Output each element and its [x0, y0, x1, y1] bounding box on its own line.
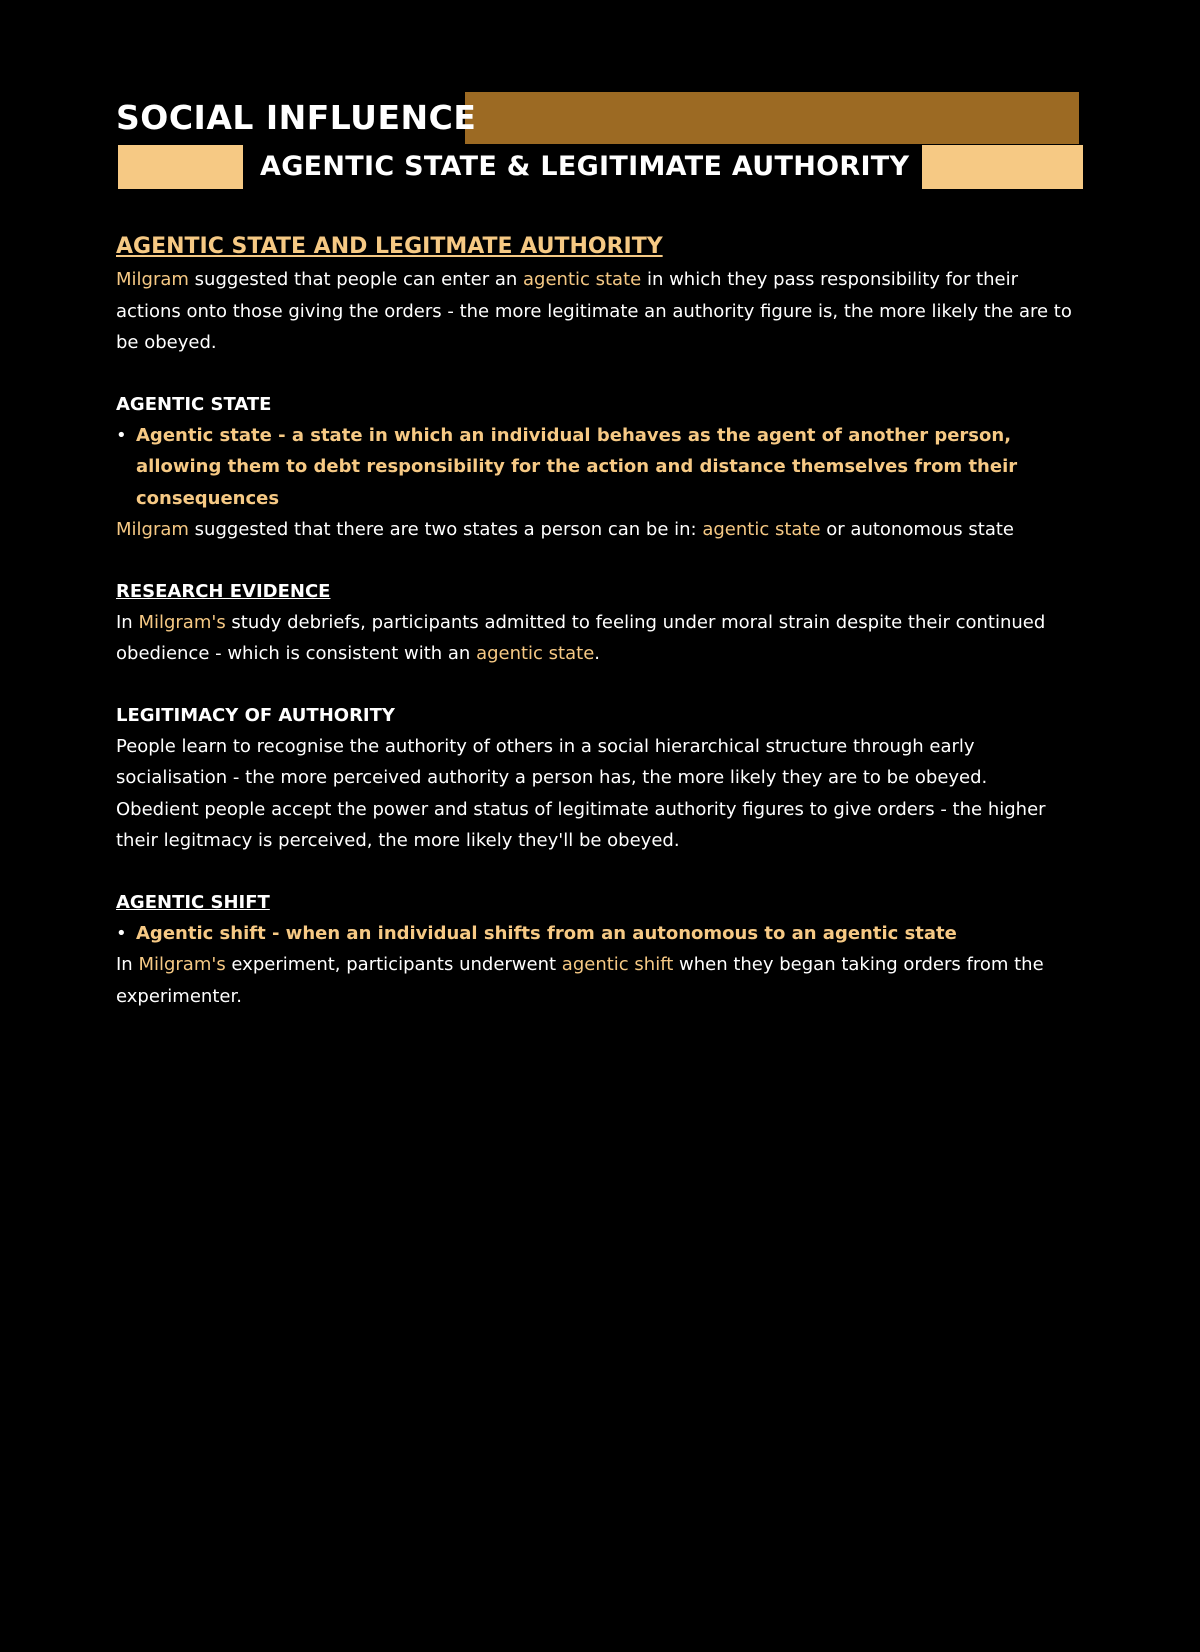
key-term: agentic state: [476, 643, 595, 664]
definition-text: Agentic state - a state in which an individual behaves as the agent of another person, allowing them to debt responsibility for the action and distance themselves from their consequences: [136, 424, 1018, 509]
page-subtitle: AGENTIC STATE & LEGITIMATE AUTHORITY: [260, 151, 910, 182]
agentic-state-heading: AGENTIC STATE: [116, 393, 272, 415]
milgram-name: Milgram's: [138, 954, 226, 975]
key-term: agentic state: [702, 519, 821, 540]
agentic-shift-paragraph: In Milgram's experiment, participants underwent agentic shift when they began taking orders from the experimenter.: [116, 954, 1044, 1007]
milgram-name: Milgram: [116, 519, 189, 540]
legitimacy-paragraph-2: Obedient people accept the power and status of legitimate authority figures to give orders - the higher their legitmacy is perceived, the more likely they'll be obeyed.: [116, 798, 1046, 851]
legitimacy-paragraph-1: People learn to recognise the authority of others in a social hierarchical structure through early socialisation - the more perceived authority a person has, the more likely they are to be obeyed.: [116, 735, 988, 788]
agentic-shift-heading: AGENTIC SHIFT: [116, 891, 270, 913]
notes-content: [116, 230, 1086, 1012]
definition-text: Agentic shift - when an individual shifts from an autonomous to an agentic state: [136, 922, 957, 944]
legitimacy-heading: LEGITIMACY OF AUTHORITY: [116, 704, 395, 726]
intro-paragraph: Milgram suggested that people can enter an agentic state in which they pass responsibility for their actions onto those giving the orders - the more legitimate an authority figure is, the more likely the are to be obeyed.: [116, 269, 1072, 353]
research-paragraph: In Milgram's study debriefs, participants admitted to feeling under moral strain despite their continued obedience - which is consistent with an agentic state.: [116, 611, 1046, 664]
header-tan-block-right: [922, 145, 1083, 189]
key-term: agentic state: [523, 269, 642, 290]
bullet-dot: •: [116, 922, 127, 944]
agentic-shift-definition: [116, 918, 1086, 950]
research-evidence-heading: RESEARCH EVIDENCE: [116, 580, 331, 602]
page-title: SOCIAL INFLUENCE: [116, 98, 477, 137]
milgram-name: Milgram's: [138, 611, 226, 633]
header-tan-block-left: [118, 145, 243, 189]
milgram-name: Milgram: [116, 269, 189, 290]
bullet-dot: •: [116, 424, 127, 446]
agentic-state-paragraph: Milgram suggested that there are two states a person can be in: agentic state or autonomous state: [116, 519, 1015, 540]
agentic-state-definition: [116, 420, 1086, 515]
header-brown-bar: [465, 92, 1079, 144]
key-term: agentic shift: [561, 954, 674, 975]
intro-heading: AGENTIC STATE AND LEGITMATE AUTHORITY: [116, 234, 663, 259]
